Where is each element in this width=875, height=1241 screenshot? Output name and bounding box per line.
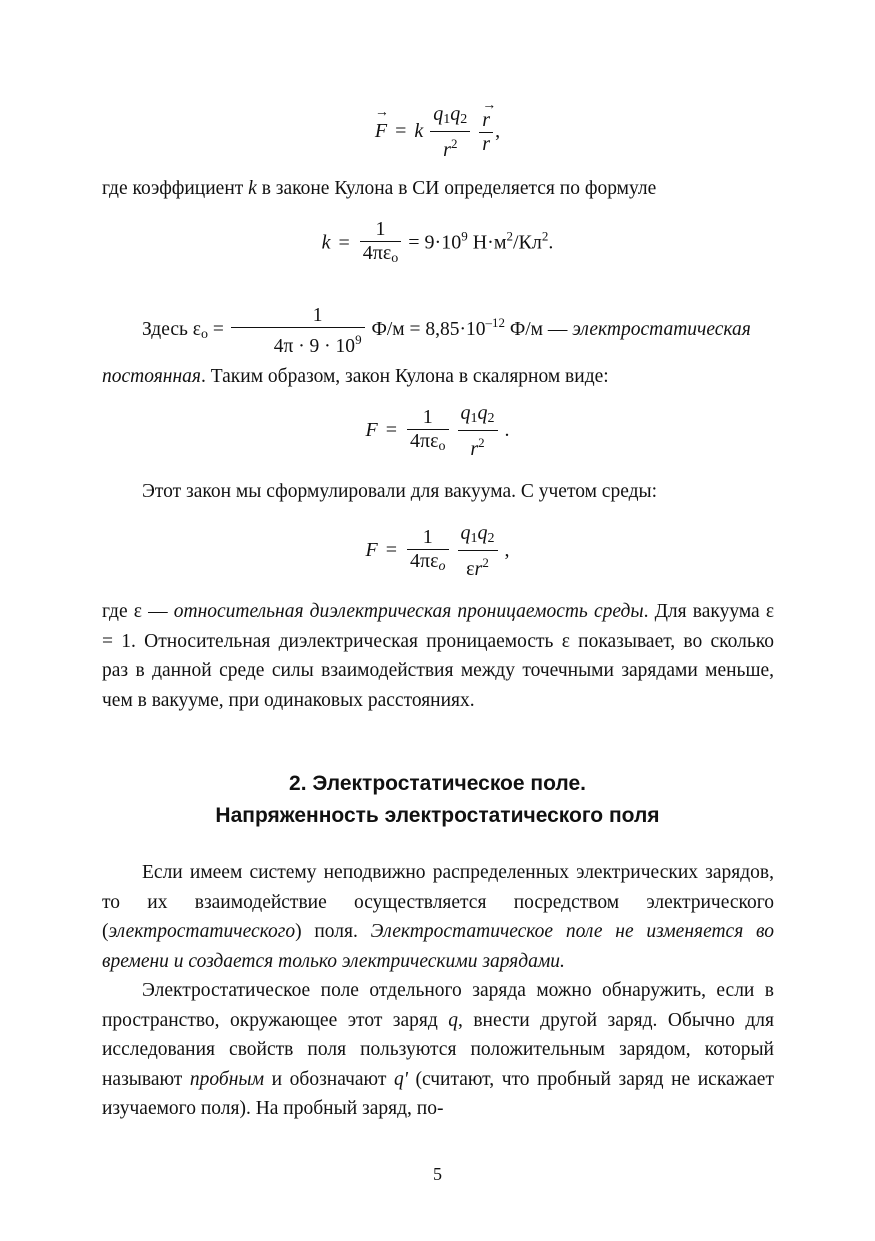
paragraph-test-charge: Электростатическое поле отдельного заряда можно обнаружить, если в пространство, окружающее этот заряд q, внести другой заряд. Обычно для исследования свойств поля пользуются положительным зарядом, который называют пробным и обозначают q' (считают, что пробный заряд не искажает изучаемого поля). На пробный заряд, по- — [102, 980, 774, 1119]
formula-coulomb-vector: → F = k $\frac{q1q2}{r^2}$ → $\frac{r}{r}$ , — [0, 103, 875, 162]
force-vector: → F — [375, 120, 387, 143]
formula-medium: F = $\frac{1}{\text{4πεo}}$ $\frac{q1q2}{\varepsilon r^2}$ , — [365, 522, 510, 580]
unit-vector-fraction: → $\frac{r}{r}$ — [479, 109, 493, 156]
epsilon-fraction: $\frac{1}{4\pi \cdot 9 \cdot 10^9}$ — [231, 304, 365, 358]
formula-scalar: F = $\frac{1}{\text{4πεo}}$ $\frac{q1q2}{r^2}$ . — [365, 402, 510, 460]
paragraph-epsilon: Здесь εo = $\frac{1}{4\pi \cdot 9 \cdot 10^9}$ $Ф/м = 8,85\cdot 10^{-12}$ Ф/м — электростатическая постоянная. Таким образом, закон Кулона в скалярном виде: — [102, 304, 751, 387]
charges-fraction: $\frac{q1q2}{r^2}$ — [430, 103, 470, 162]
page-number: 5 — [433, 1164, 442, 1184]
section-heading: 2. Электростатическое поле. Напряженность электростатического поля — [215, 772, 660, 827]
paragraph-permittivity: где ε — относительная диэлектрическая проницаемость среды. Для вакуума ε = 1. Относительная диэлектрическая проницаемость ε показывает, во сколько раз в данной среде силы взаимодействия между точечными зарядами меньше, чем в вакууме, при одинаковых расстояниях. — [102, 601, 775, 711]
paragraph-field-definition: Если имеем систему неподвижно распределенных электрических зарядов, то их взаимодействие осуществляется посредством электрического (электростатического) поля. Электростатическое поле не изменяется во времени и создается только электрическими зарядами. — [102, 862, 775, 972]
formula-k: k = $\frac{1}{\text{4πεo}}$ = $9\cdot 10^9$ $Н\cdot м^2/Кл^2$. — [0, 218, 875, 270]
paragraph-vacuum: Этот закон мы сформулировали для вакуума. С учетом среды: — [142, 481, 658, 502]
paragraph-coefficient: где коэффициент k в законе Кулона в СИ определяется по формуле — [102, 178, 657, 199]
